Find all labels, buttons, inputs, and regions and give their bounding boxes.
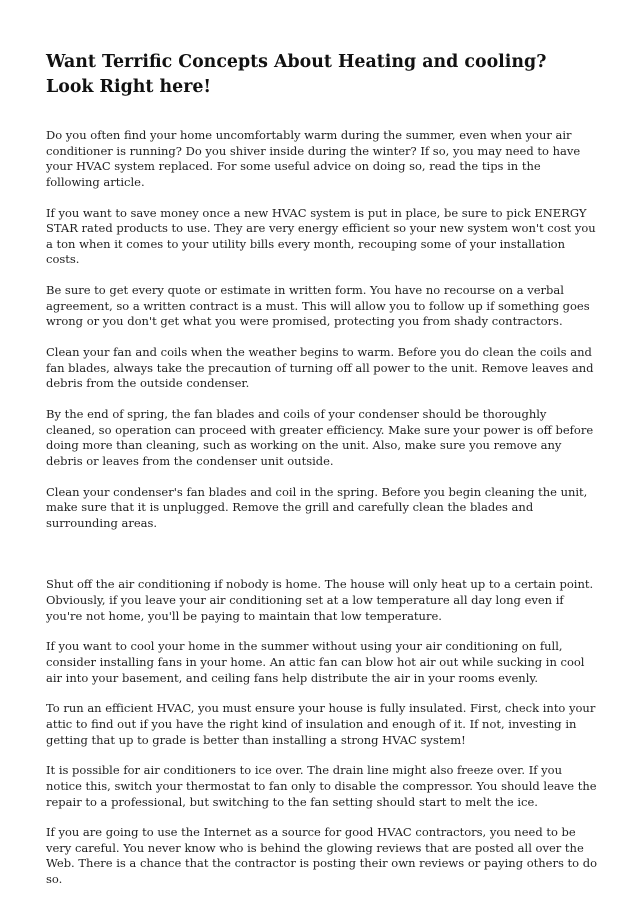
paragraph-2: If you want to save money once a new HVAC system is put in place, be sure to pick ENERGY STAR rated products to use. They are very energy efficient so your new system won't cost you a ton when it comes to your utility bills every month, recouping some of your installation costs. (46, 205, 596, 267)
paragraph-1: Do you often find your home uncomfortably warm during the summer, even when your air conditioner is running? Do you shiver inside during the winter? If so, you may need to have your HVAC system replaced. For some useful advice on doing so, read the tips in the following article. (46, 128, 581, 189)
paragraph-7: Shut off the air conditioning if nobody is home. The house will only heat up to a certain point. Obviously, if you leave your air conditioning set at a low temperature all day long even if you're not home, you'll be paying to maintain that low temperature. (46, 577, 594, 623)
paragraph-4: Clean your fan and coils when the weather begins to warm. Before you do clean the coils and fan blades, always take the precaution of turning off all power to the unit. Remove leaves and debris from the outside condenser. (46, 345, 594, 391)
paragraph-9: To run an efficient HVAC, you must ensure your house is fully insulated. First, check into your attic to find out if you have the right kind of insulation and enough of it. If not, investing in getting that up to grade is better than installing a strong HVAC system! (46, 701, 596, 747)
document-page (46, 50, 598, 903)
paragraph-6: Clean your condenser's fan blades and coil in the spring. Before you begin cleaning the unit, make sure that it is unplugged. Remove the grill and carefully clean the blades and surrounding areas. (46, 484, 588, 530)
paragraph-10: It is possible for air conditioners to ice over. The drain line might also freeze over. If you notice this, switch your thermostat to fan only to disable the compressor. You should leave the repair to a professional, but switching to the fan setting should start to melt the ice. (46, 763, 597, 809)
paragraph-11: If you are going to use the Internet as a source for good HVAC contractors, you need to be very careful. You never know who is behind the glowing reviews that are posted all over the Web. There is a chance that the contractor is posting their own reviews or paying others to do so. (46, 825, 598, 887)
paragraph-3: Be sure to get every quote or estimate in written form. You have no recourse on a verbal agreement, so a written contract is a must. This will allow you to follow up if something goes wrong or you don't get what you were promised, protecting you from shady contractors. (46, 283, 590, 329)
paragraph-5: By the end of spring, the fan blades and coils of your condenser should be thoroughly cleaned, so operation can proceed with greater efficiency. Make sure your power is off before doing more than cleaning, such as working on the unit. Also, make sure you remove any debris or leaves from the condenser unit outside. (46, 407, 594, 468)
paragraph-8: If you want to cool your home in the summer without using your air conditioning on full, consider installing fans in your home. An attic fan can blow hot air out while sucking in cool air into your basement, and ceiling fans help distribute the air in your rooms evenly. (46, 639, 585, 685)
document-title: Want Terrific Concepts About Heating and cooling? Look Right here! (46, 52, 547, 97)
